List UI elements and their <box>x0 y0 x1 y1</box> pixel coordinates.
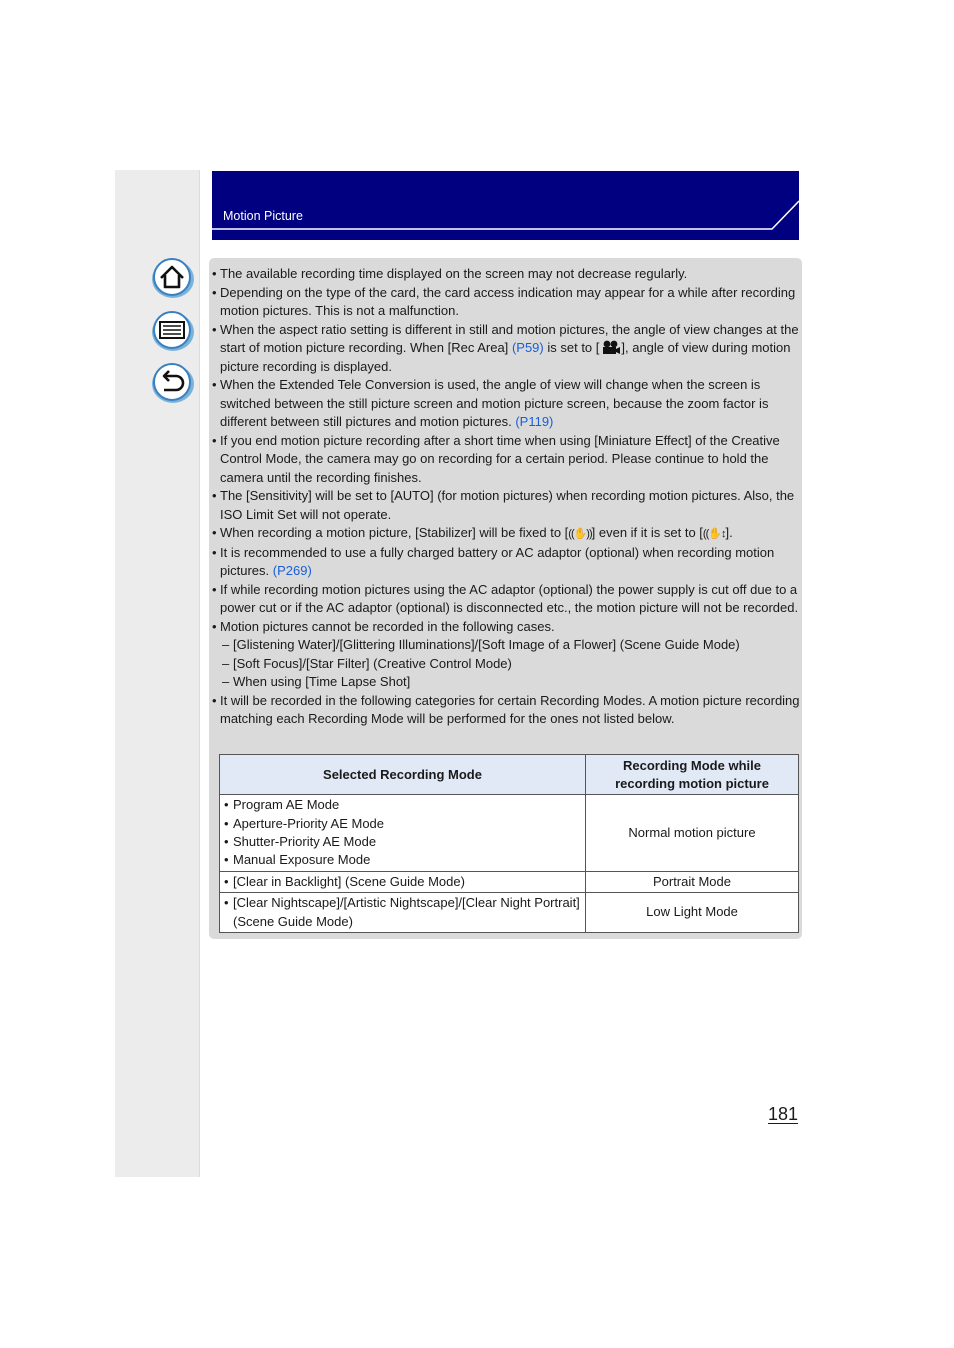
bullet: • <box>212 581 217 597</box>
note-item: • If you end motion picture recording after a short time when using [Miniature Effect] of the Creative Control Mode, the camera may go on recording for a certain period. Please continue to hold the camera until the recording finishes. <box>212 432 780 485</box>
mode-item: • Program AE Mode <box>224 797 340 813</box>
section-header <box>212 171 799 240</box>
mode-cell <box>220 872 586 893</box>
bullet: • <box>212 488 217 503</box>
note-item: • Motion pictures cannot be recorded in the following cases. <box>212 618 800 637</box>
note-item: • When the aspect ratio setting is different in still and motion pictures, the angle of view changes at the start of motion picture recording. When [Rec Area] (P59) is set to [ ], angle of view during motion picture recording is displayed. <box>212 321 799 374</box>
column-header: Recording Mode while recording motion picture <box>586 755 799 795</box>
note-item: • When the Extended Tele Conversion is used, the angle of view will change when the screen is switched between the still picture screen and motion picture screen, because the zoom factor is different between still pictures and motion pictures. (P119) <box>212 377 769 429</box>
bullet: • <box>212 284 217 300</box>
result-cell: Normal motion picture <box>586 795 799 872</box>
bullet: • <box>212 525 217 540</box>
note-item: • It will be recorded in the following categories for certain Recording Modes. A motion picture recording matching each Recording Mode will be performed for the ones not listed below. <box>212 692 800 726</box>
recording-mode-table <box>219 754 799 933</box>
mode-cell <box>220 795 586 872</box>
bullet: • <box>212 692 217 708</box>
mode-item: • [Clear in Backlight] (Scene Guide Mode) <box>224 873 465 889</box>
page-number: 181 <box>768 1104 799 1124</box>
sub-item: – [Soft Focus]/[Star Filter] (Creative Control Mode) <box>222 655 512 671</box>
mode-item: • [Clear Nightscape]/[Artistic Nightscape]/[Clear Night Portrait] (Scene Guide Mode) <box>224 895 580 929</box>
stabilizer-normal-icon: ((✋)) <box>568 528 592 540</box>
note-item: • The available recording time displayed on the screen may not decrease regularly. <box>212 265 800 284</box>
back-button[interactable] <box>151 362 195 402</box>
page-link-p269[interactable]: (P269) <box>272 563 312 578</box>
note-item: • The [Sensitivity] will be set to [AUTO] (for motion pictures) when recording motion pictures. Also, the ISO Limit Set will not operate. <box>212 488 795 522</box>
table-row <box>220 795 799 872</box>
table-row <box>220 893 799 933</box>
bullet: • <box>212 266 217 281</box>
mode-item: • Shutter-Priority AE Mode <box>224 834 377 849</box>
column-header: Selected Recording Mode <box>220 755 586 795</box>
section-title: Motion Picture <box>223 209 303 223</box>
note-item: • It is recommended to use a fully charged battery or AC adaptor (optional) when recording motion pictures. (P269) <box>212 544 775 578</box>
mode-item: • Manual Exposure Mode <box>224 852 371 868</box>
result-cell: Portrait Mode <box>586 872 799 893</box>
bullet: • <box>212 432 217 448</box>
table-row <box>220 872 799 893</box>
page-link-p59[interactable]: (P59) <box>511 340 544 355</box>
motion-picture-camera-icon <box>599 340 621 354</box>
note-item: • Depending on the type of the card, the card access indication may appear for a while after recording motion pictures. This is not a malfunction. <box>212 284 796 318</box>
menu-list-icon <box>151 310 195 352</box>
bullet: • <box>212 618 217 634</box>
note-item: • When recording a motion picture, [Stabilizer] will be fixed to [((✋))] even if it is set to [((✋↕]. <box>212 524 800 544</box>
sub-item: – [Glistening Water]/[Glittering Illuminations]/[Soft Image of a Flower] (Scene Guide Mode) <box>222 637 740 652</box>
mode-cell <box>220 893 586 933</box>
stabilizer-vertical-icon: ((✋↕ <box>702 528 726 540</box>
bullet: • <box>212 544 217 560</box>
bullet: • <box>212 377 217 392</box>
sub-item: – When using [Time Lapse Shot] <box>222 674 411 689</box>
result-cell: Low Light Mode <box>586 893 799 933</box>
back-arrow-icon <box>151 362 195 404</box>
home-icon <box>151 257 195 299</box>
notes-list <box>212 265 800 729</box>
bullet: • <box>212 321 217 337</box>
mode-item: • Aperture-Priority AE Mode <box>224 815 385 831</box>
table-header-row <box>220 755 799 795</box>
contents-button[interactable] <box>151 310 195 350</box>
page-link-p119[interactable]: (P119) <box>515 414 554 429</box>
home-button[interactable] <box>151 257 195 297</box>
note-item: • If while recording motion pictures using the AC adaptor (optional) the power supply is cut off due to a power cut or if the AC adaptor (optional) is disconnected etc., the motion picture will not be recorded. <box>212 581 799 615</box>
